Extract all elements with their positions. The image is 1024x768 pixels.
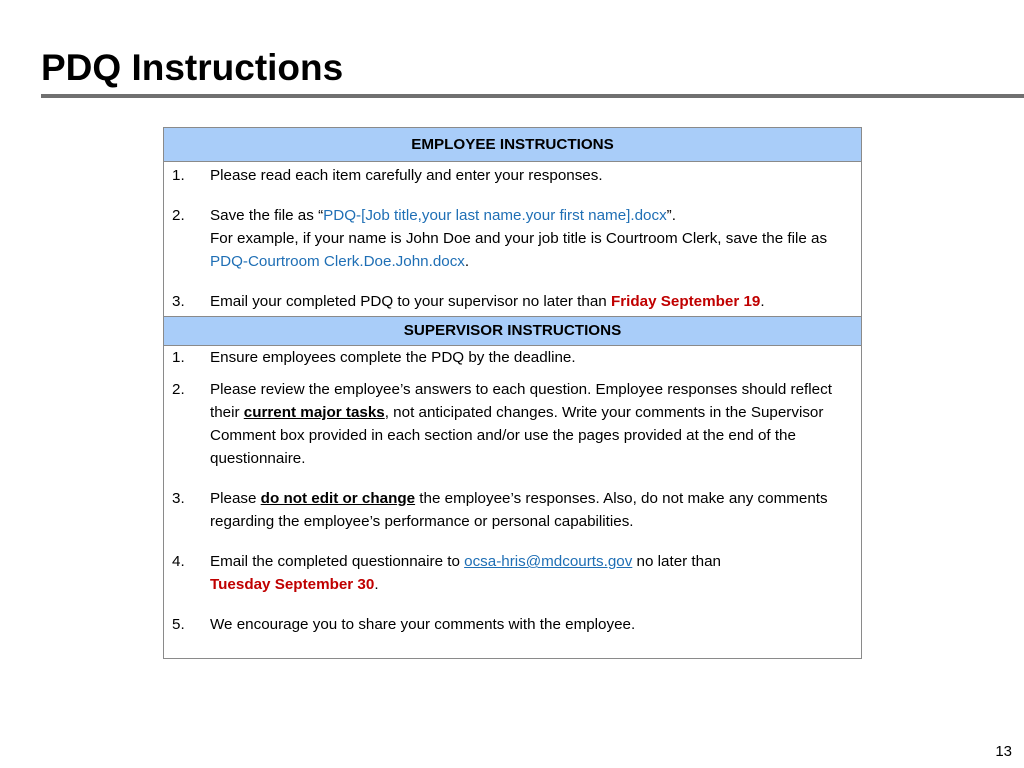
list-item <box>164 346 861 369</box>
list-item <box>164 487 861 533</box>
title-divider <box>41 94 1024 98</box>
emphasis-text: current major tasks <box>243 404 385 421</box>
employee-instructions-list <box>164 164 861 313</box>
item-number: 2. <box>172 381 185 398</box>
item-text: Save the file as “ <box>210 207 324 224</box>
list-item <box>164 290 861 313</box>
item-text: ”. <box>666 207 676 224</box>
item-number: 4. <box>172 553 185 570</box>
item-text: Ensure employees complete the PDQ by the deadline. <box>210 349 576 366</box>
item-text: . <box>374 576 379 593</box>
employee-instructions-header: EMPLOYEE INSTRUCTIONS <box>164 128 861 162</box>
item-text: Email your completed PDQ to your supervisor no later than <box>210 293 611 310</box>
supervisor-instructions-header: SUPERVISOR INSTRUCTIONS <box>164 316 861 346</box>
list-item <box>164 613 861 636</box>
instructions-table <box>163 127 862 659</box>
item-number: 1. <box>172 349 185 366</box>
item-text: For example, if your name is John Doe and your job title is Courtroom Clerk, save the file as <box>210 230 828 247</box>
item-text: Please <box>210 490 261 507</box>
item-text: , not anticipated changes. Write your comments in the Supervisor Comment box provided in each section and/or use the pages provided at the end of the questionnaire. <box>210 404 824 467</box>
item-text: Please review the employee’s answers to each question. Employee responses should reflect their <box>210 381 832 421</box>
item-number: 1. <box>172 167 185 184</box>
item-text: Email the completed questionnaire to <box>210 553 465 570</box>
supervisor-deadline: Tuesday September 30 <box>210 576 375 593</box>
item-text: We encourage you to share your comments with the employee. <box>210 616 636 633</box>
item-number: 3. <box>172 490 185 507</box>
list-item <box>164 550 861 596</box>
emphasis-text: do not edit or change <box>260 490 416 507</box>
page-number: 13 <box>995 743 1012 760</box>
item-text: Please read each item carefully and enter your responses. <box>210 167 603 184</box>
item-number: 2. <box>172 207 185 224</box>
list-item <box>164 378 861 470</box>
example-file-name: PDQ-Courtroom Clerk.Doe.John.docx <box>210 253 465 270</box>
page-title: PDQ Instructions <box>41 47 344 88</box>
email-link[interactable]: ocsa-hris@mdcourts.gov <box>464 553 633 570</box>
item-text: no later than <box>632 553 721 570</box>
item-text: the employee’s responses. Also, do not make any comments regarding the employee’s performance or personal capabilities. <box>210 490 828 530</box>
item-number: 3. <box>172 293 185 310</box>
list-item <box>164 164 861 187</box>
list-item <box>164 204 861 273</box>
item-text: . <box>760 293 765 310</box>
file-name-pattern: PDQ-[Job title,your last name.your first name].docx <box>323 207 667 224</box>
supervisor-instructions-list <box>164 346 861 636</box>
item-number: 5. <box>172 616 185 633</box>
item-text: . <box>464 253 470 270</box>
employee-deadline: Friday September 19 <box>610 293 761 310</box>
